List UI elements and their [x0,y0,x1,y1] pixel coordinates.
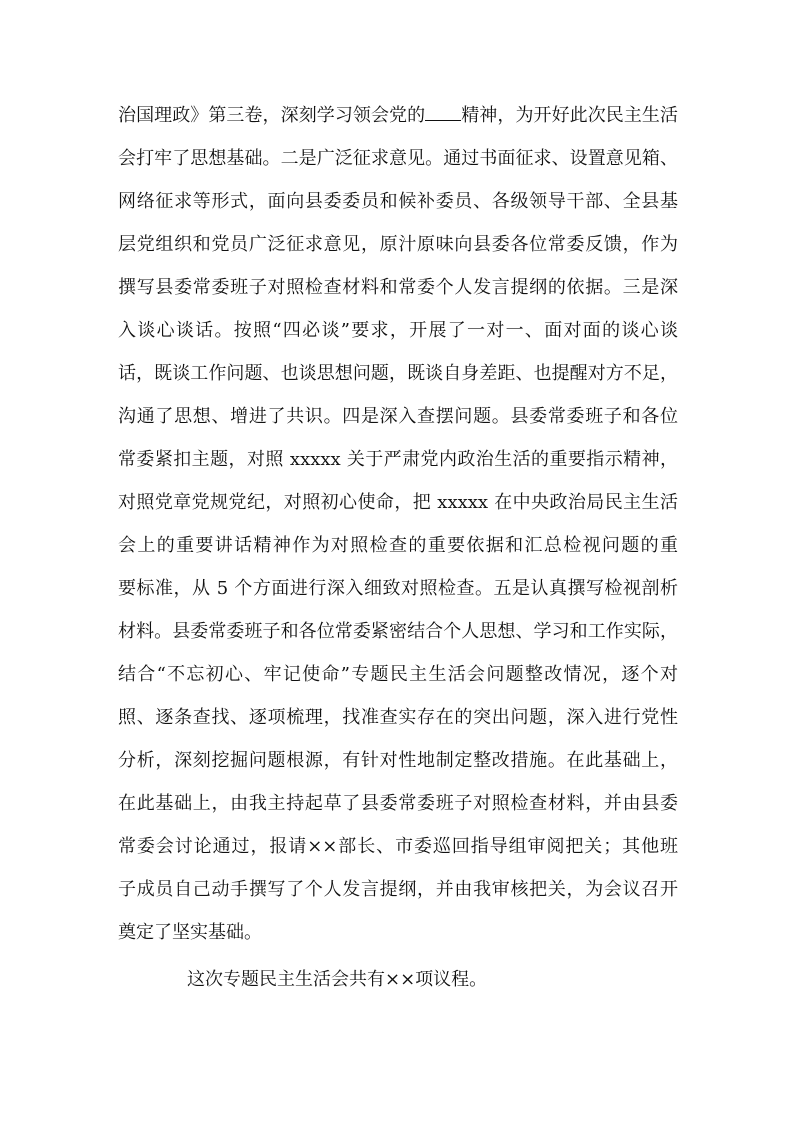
paragraph-line: 材料。县委常委班子和各位常委紧密结合个人思想、学习和工作实际， [118,621,678,642]
paragraph-line: 沟通了思想、增进了共识。四是深入查摆问题。县委常委班子和各位 [118,406,678,427]
paragraph-line: 层党组织和党员广泛征求意见，原汁原味向县委各位常委反馈，作为 [118,234,678,255]
paragraph-line [118,102,678,130]
line-text: 精神，为开好此次民主生活 [461,105,678,126]
paragraph-line: 子成员自己动手撰写了个人发言提纲，并由我审核把关，为会议召开 [118,879,678,900]
line-text: 治国理政》第三卷，深刻学习领会党的 [118,105,426,126]
paragraph-line: 照、逐条查找、逐项梳理，找准查实存在的突出问题，深入进行党性 [118,707,678,728]
paragraph-line: 撰写县委常委班子对照检查材料和常委个人发言提纲的依据。三是深 [118,277,678,298]
paragraph-line: 入谈心谈话。按照“四必谈”要求，开展了一对一、面对面的谈心谈 [118,320,678,341]
paragraph-line: 分析，深刻挖掘问题根源，有针对性地制定整改措施。在此基础上， [118,750,678,771]
paragraph-line: 话，既谈工作问题、也谈思想问题，既谈自身差距、也提醒对方不足， [118,363,678,384]
paragraph-line: 常委会讨论通过，报请××部长、市委巡回指导组审阅把关；其他班 [118,836,678,857]
paragraph-line: 网络征求等形式，面向县委委员和候补委员、各级领导干部、全县基 [118,191,678,212]
paragraph-line: 会上的重要讲话精神作为对照检查的重要依据和汇总检视问题的重 [118,535,678,556]
paragraph-line: 奠定了坚实基础。 [118,922,262,943]
paragraph-line: 在此基础上，由我主持起草了县委常委班子对照检查材料，并由县委 [118,793,678,814]
paragraph-line: 常委紧扣主题，对照 xxxxx 关于严肃党内政治生活的重要指示精神， [118,449,678,470]
paragraph-line: 结合“不忘初心、牢记使命”专题民主生活会问题整改情况，逐个对 [118,664,678,685]
paragraph-line: 会打牢了思想基础。二是广泛征求意见。通过书面征求、设置意见箱、 [118,148,678,169]
paragraph-line: 对照党章党规党纪，对照初心使命，把 xxxxx 在中央政治局民主生活 [118,492,678,513]
paragraph-agenda: 这次专题民主生活会共有××项议程。 [187,969,488,990]
fill-in-blank [425,102,461,121]
paragraph-line: 要标准，从 5 个方面进行深入细致对照检查。五是认真撰写检视剖析 [118,578,678,599]
